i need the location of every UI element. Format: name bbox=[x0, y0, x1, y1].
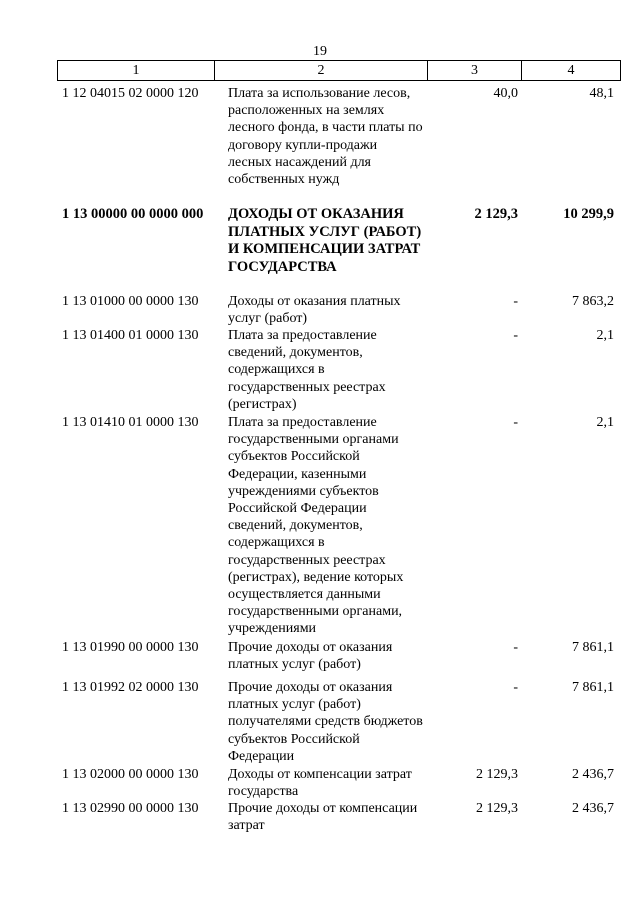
row-name: Плата за использование лесов, расположенных на землях лесного фонда, в части платы по договору купли-продажи лесных насаждений для собственных нужд bbox=[228, 86, 423, 188]
row-name: Доходы от компенсации затрат государства bbox=[228, 767, 412, 800]
row-name: Прочие доходы от компенсации затрат bbox=[228, 801, 418, 834]
page-number: 19 bbox=[313, 44, 327, 59]
row-value-3: - bbox=[513, 294, 518, 309]
row-value-3: - bbox=[513, 328, 518, 343]
row-code: 1 13 00000 00 0000 000 bbox=[62, 206, 204, 222]
row-value-3: 2 129,3 bbox=[474, 206, 518, 222]
row-name: Прочие доходы от оказания платных услуг (работ) bbox=[228, 640, 393, 673]
row-value-3: - bbox=[513, 640, 518, 655]
column-header-row bbox=[58, 61, 621, 81]
column-header-2: 2 bbox=[215, 61, 428, 81]
row-value-3: 2 129,3 bbox=[476, 801, 518, 816]
row-name: Доходы от оказания платных услуг (работ) bbox=[228, 294, 401, 327]
row-code: 1 12 04015 02 0000 120 bbox=[62, 86, 199, 101]
row-value-4: 7 861,1 bbox=[572, 640, 614, 655]
row-value-3: 2 129,3 bbox=[476, 767, 518, 782]
row-value-4: 2,1 bbox=[596, 415, 614, 430]
row-value-4: 10 299,9 bbox=[563, 206, 614, 222]
row-code: 1 13 01410 01 0000 130 bbox=[62, 415, 199, 430]
row-value-4: 2,1 bbox=[596, 328, 614, 343]
column-header-3: 3 bbox=[428, 61, 522, 81]
row-value-4: 7 863,2 bbox=[572, 294, 614, 309]
row-value-4: 2 436,7 bbox=[572, 767, 614, 782]
row-name: ДОХОДЫ ОТ ОКАЗАНИЯ ПЛАТНЫХ УСЛУГ (РАБОТ) И КОМПЕНСАЦИИ ЗАТРАТ ГОСУДАРСТВА bbox=[228, 206, 422, 275]
row-value-4: 2 436,7 bbox=[572, 801, 614, 816]
row-value-3: - bbox=[513, 680, 518, 695]
row-name: Прочие доходы от оказания платных услуг (работ) получателями средств бюджетов субъектов Российской Федерации bbox=[228, 680, 423, 764]
row-code: 1 13 01400 01 0000 130 bbox=[62, 328, 199, 343]
row-code: 1 13 01992 02 0000 130 bbox=[62, 680, 199, 695]
column-header-1: 1 bbox=[58, 61, 215, 81]
column-header-4: 4 bbox=[522, 61, 621, 81]
row-code: 1 13 02000 00 0000 130 bbox=[62, 767, 199, 782]
row-value-4: 48,1 bbox=[589, 86, 614, 101]
row-value-3: 40,0 bbox=[493, 86, 518, 101]
row-code: 1 13 01000 00 0000 130 bbox=[62, 294, 199, 309]
row-value-4: 7 861,1 bbox=[572, 680, 614, 695]
row-name: Плата за предоставление государственными органами субъектов Российской Федерации, казенными учреждениями субъектов Российской Федерации сведений, документов, содержащихся в государственных реестрах (регистрах), ведение которых осуществляется данными государственными органами, учреждениями bbox=[228, 415, 404, 637]
column-header-table bbox=[57, 60, 621, 81]
row-value-3: - bbox=[513, 415, 518, 430]
row-name: Плата за предоставление сведений, документов, содержащихся в государственных реестрах (регистрах) bbox=[228, 328, 386, 412]
row-code: 1 13 01990 00 0000 130 bbox=[62, 640, 199, 655]
row-code: 1 13 02990 00 0000 130 bbox=[62, 801, 199, 816]
